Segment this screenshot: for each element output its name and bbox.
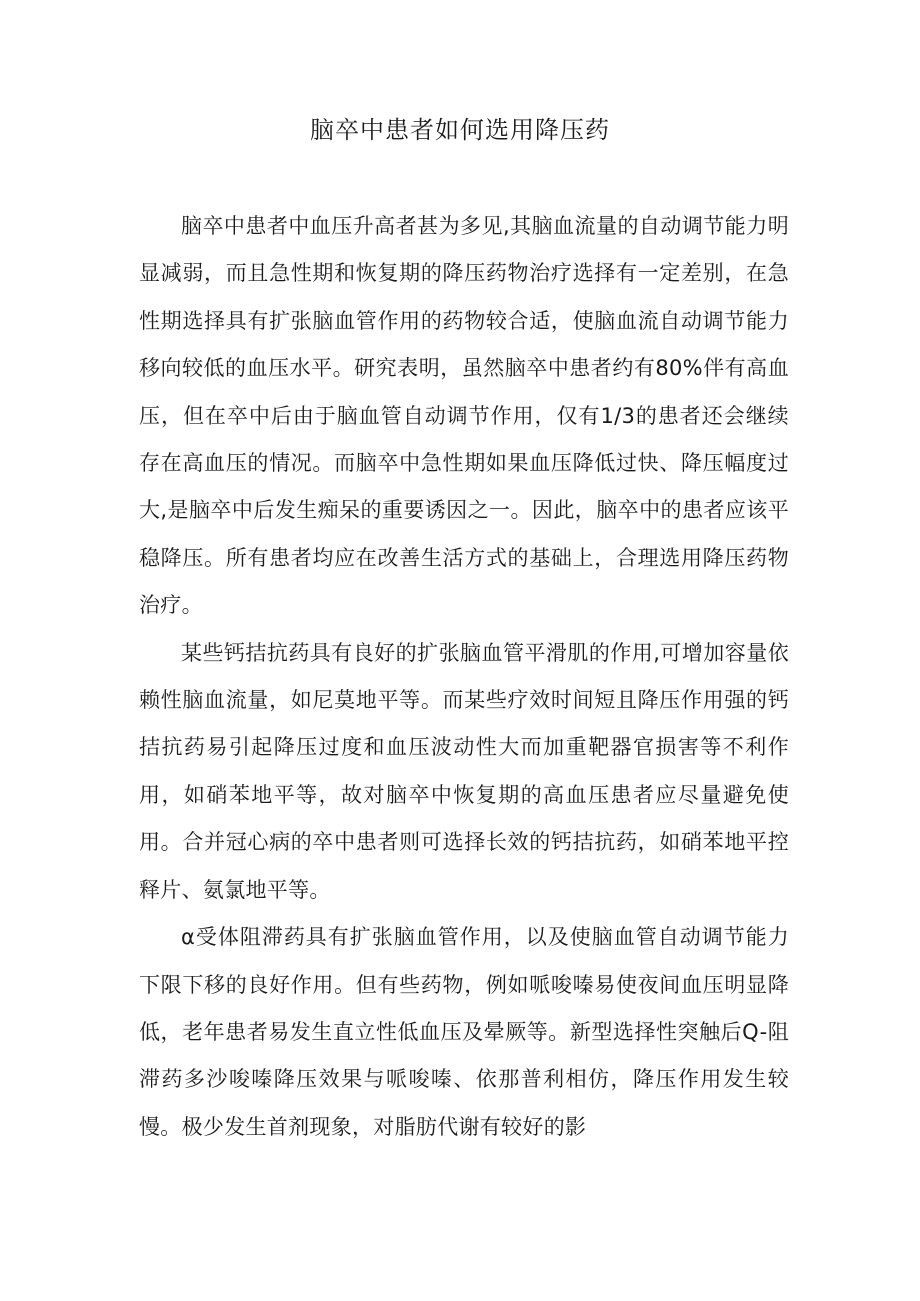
paragraph-2: 某些钙拮抗药具有良好的扩张脑血管平滑肌的作用,可增加容量依赖性脑血流量，如尼莫地平等。而某些疗效时间短且降压作用强的钙拮抗药易引起降压过度和血压波动性大而加重靶器官损害等不利作用，如硝苯地平等，故对脑卒中恢复期的高血压患者应尽量避免使用。合并冠心病的卒中患者则可选择长效的钙拮抗药，如硝苯地平控释片、氨氯地平等。	[139, 640, 789, 902]
document-body	[139, 203, 789, 1151]
paragraph-1: 脑卒中患者中血压升高者甚为多见,其脑血流量的自动调节能力明显减弱，而且急性期和恢复期的降压药物治疗选择有一定差别，在急性期选择具有扩张脑血管作用的药物较合适，使脑血流自动调节能力移向较低的血压水平。研究表明，虽然脑卒中患者约有80%伴有高血压，但在卒中后由于脑血管自动调节作用，仅有1/3的患者还会继续存在高血压的情况。而脑卒中急性期如果血压降低过快、降压幅度过大,是脑卒中后发生痴呆的重要诱因之一。因此，脑卒中的患者应该平稳降压。所有患者均应在改善生活方式的基础上，合理选用降压药物治疗。	[139, 214, 789, 618]
document-title: 脑卒中患者如何选用降压药	[310, 116, 610, 144]
paragraph-3: α受体阻滞药具有扩张脑血管作用，以及使脑血管自动调节能力下限下移的良好作用。但有些药物，例如哌唆嗪易使夜间血压明显降低，老年患者易发生直立性低血压及晕厥等。新型选择性突触后Q-阻滞药多沙唆嗪降压效果与哌唆嗪、依那普利相仿，降压作用发生较慢。极少发生首剂现象，对脂肪代谢有较好的影	[139, 925, 789, 1139]
